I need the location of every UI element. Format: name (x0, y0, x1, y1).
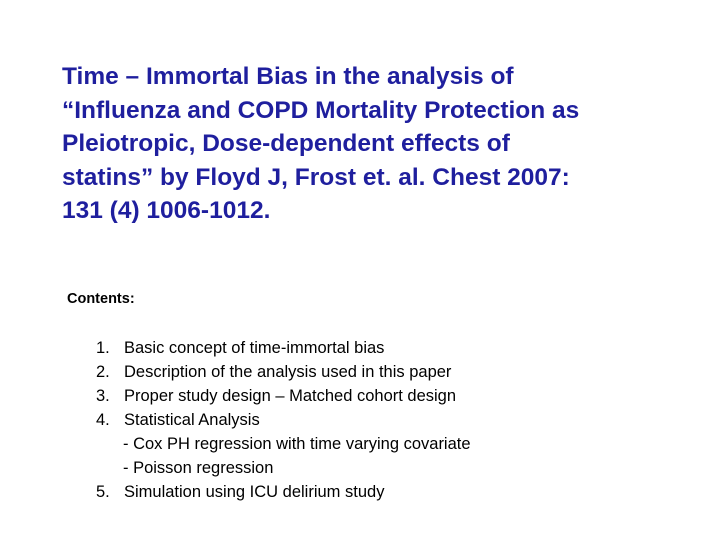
list-subitem (96, 432, 471, 456)
list-item (96, 360, 471, 384)
list-item (96, 336, 471, 360)
slide-title (62, 60, 702, 228)
list-item-text: Basic concept of time-immortal bias (124, 339, 385, 357)
list-item-text: Simulation using ICU delirium study (124, 483, 385, 501)
list-subitem-text: - Cox PH regression with time varying covariate (123, 435, 471, 453)
title-line: Time – Immortal Bias in the analysis of (62, 63, 514, 90)
list-item-number: 4. (96, 411, 110, 429)
list-item-number: 3. (96, 387, 110, 405)
list-item (96, 408, 471, 432)
list-item (96, 480, 471, 504)
list-subitem-text: - Poisson regression (123, 459, 274, 477)
title-line: Pleiotropic, Dose-dependent effects of (62, 130, 510, 157)
title-line: statins” by Floyd J, Frost et. al. Chest 2007: (62, 163, 570, 191)
list-subitem (96, 456, 471, 480)
list-item-number: 2. (96, 363, 110, 381)
contents-list (96, 336, 471, 504)
title-line: “Influenza and COPD Mortality Protection as (62, 96, 580, 124)
list-item-number: 1. (96, 339, 110, 357)
list-item (96, 384, 471, 408)
title-line: 131 (4) 1006-1012. (62, 197, 271, 224)
list-item-number: 5. (96, 483, 110, 501)
contents-heading: Contents: (67, 291, 135, 307)
list-item-text: Statistical Analysis (124, 411, 260, 429)
list-item-text: Proper study design – Matched cohort design (124, 387, 457, 405)
list-item-text: Description of the analysis used in this paper (124, 363, 452, 381)
